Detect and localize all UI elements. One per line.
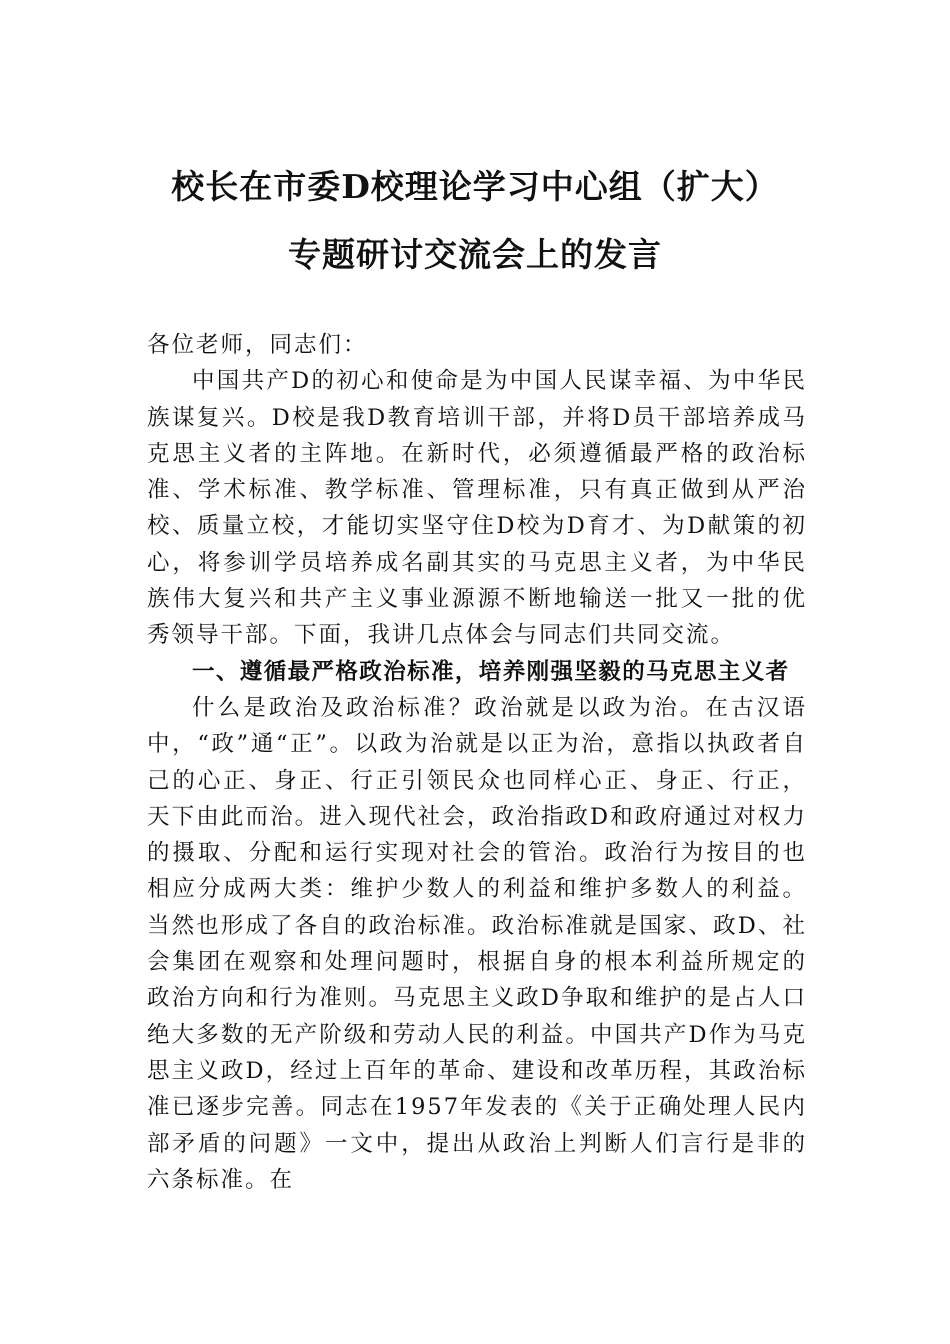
- document-title-line-1: 校长在市委D校理论学习中心组（扩大）: [171, 167, 779, 206]
- salutation: 各位老师，同志们：: [147, 332, 368, 358]
- document-body: [147, 327, 807, 1198]
- section-heading: 一、遵循最严格政治标准，培养刚强坚毅的马克思主义者: [192, 658, 790, 685]
- intro-paragraph: 中国共产D的初心和使命是为中国人民谋幸福、为中华民族谋复兴。D校是我D教育培训干部，并将D员干部培养成马克思主义者的主阵地。在新时代，必须遵循最严格的政治标准、学术标准、教学标准、管理标准，只有真正做到从严治校、质量立校，才能切实坚守住D校为D育才、为D献策的初心，将参训学员培养成名副其实的马克思主义者，为中华民族伟大复兴和共产主义事业源源不断地输送一批又一批的优秀领导干部。下面，我讲几点体会与同志们共同交流。: [147, 368, 807, 649]
- document-title-line-2: 专题研讨交流会上的发言: [288, 235, 662, 274]
- section-paragraph: 什么是政治及政治标准？政治就是以政为治。在古汉语中，“政”通“正”。以政为治就是以正为治，意指以执政者自己的心正、身正、行正引领民众也同样心正、身正、行正，天下由此而治。进入现代社会，政治指政D和政府通过对权力的摄取、分配和运行实现对社会的管治。政治行为按目的也相应分成两大类：维护少数人的利益和维护多数人的利益。当然也形成了各自的政治标准。政治标准就是国家、政D、社会集团在观察和处理问题时，根据自身的根本利益所规定的政治方向和行为准则。马克思主义政D争取和维护的是占人口绝大多数的无产阶级和劳动人民的利益。中国共产D作为马克思主义政D，经过上百年的革命、建设和改革历程，其政治标准已逐步完善。同志在1957年发表的《关于正确处理人民内部矛盾的问题》一文中，提出从政治上判断人们言行是非的六条标准。在: [147, 694, 807, 1193]
